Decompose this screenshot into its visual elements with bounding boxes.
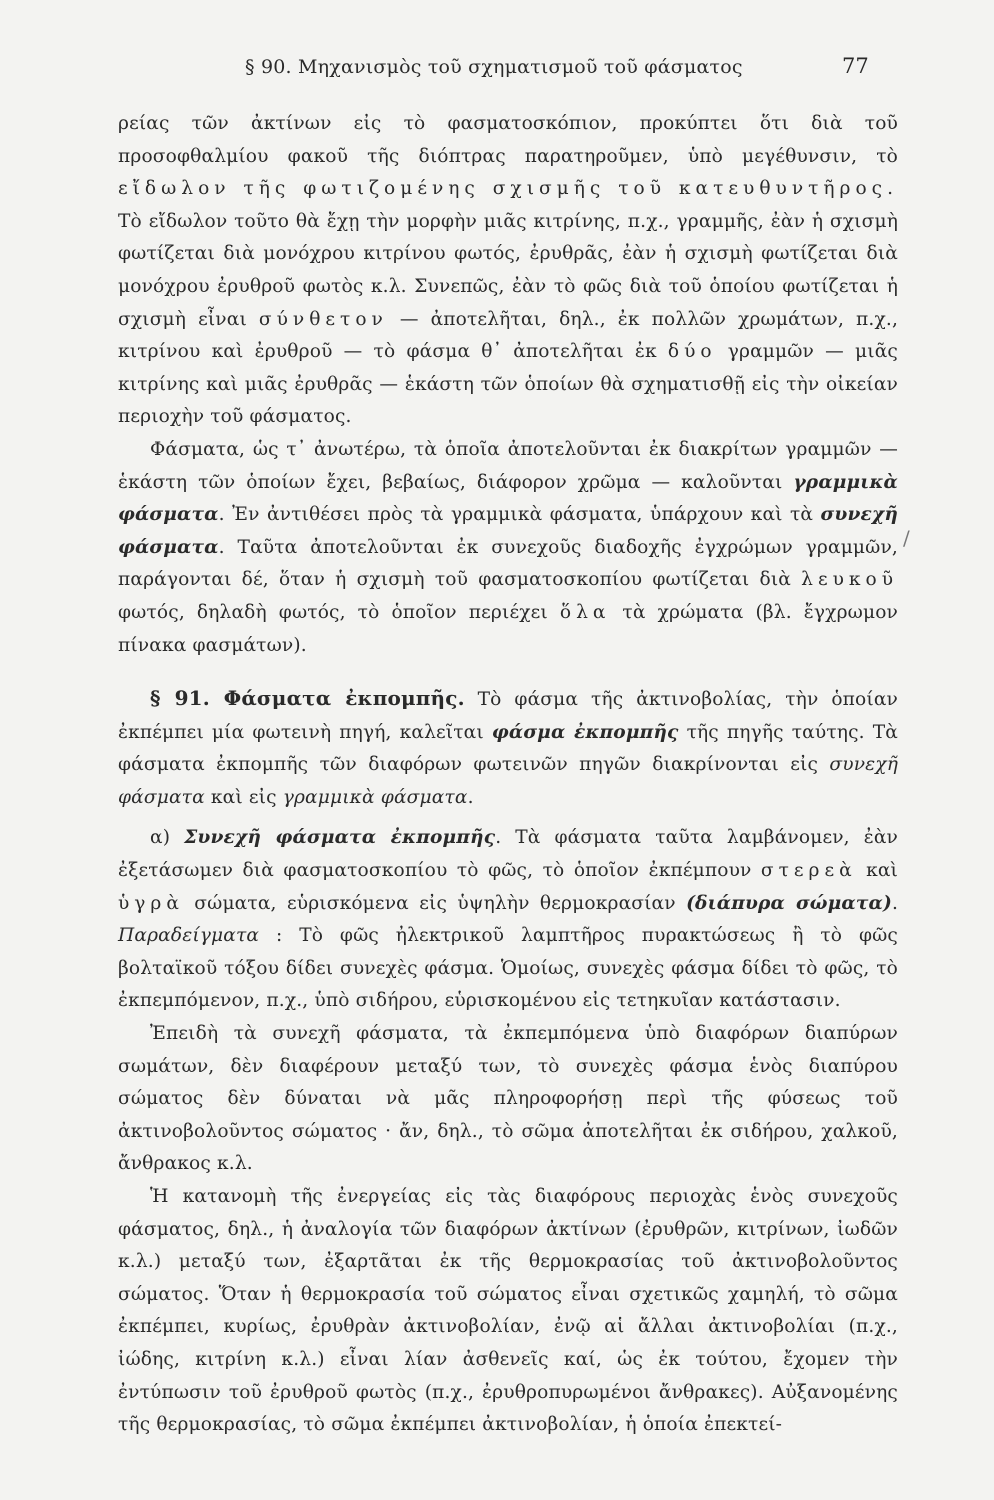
text-run: γραμμῶν — μιᾶς κιτρίνης καὶ μιᾶς ἐρυθρᾶς — ἑκάστη τῶν ὁποίων θὰ σχηματισθῇ εἰς τὴν οἰκείαν περιοχὴν τοῦ φάσματος.	[118, 341, 898, 428]
page-number: 77	[842, 54, 869, 78]
term-synechi-fasmata: συνεχῆ φάσματα	[118, 504, 898, 558]
paragraph-grammika	[118, 434, 898, 662]
text-run: σώματα, εὑρισκόμενα εἰς ὑψηλὴν θερμοκρασίαν	[183, 892, 687, 914]
paragraph-katanomi: Ἡ κατανομὴ τῆς ἐνεργείας εἰς τὰς διαφόρους περιοχὰς ἑνὸς συνεχοῦς φάσματος, δηλ., ἡ ἀναλογία τῶν διαφόρων ἀκτίνων (ἐρυθρῶν, κιτρίνων, ἰωδῶν κ.λ.) μεταξύ των, ἐξαρτᾶται ἐκ τῆς θερμοκρασίας τοῦ ἀκτινοβολοῦντος σώματος. Ὅταν ἡ θερμοκρασία τοῦ σώματος εἶναι σχετικῶς χαμηλή, τὸ σῶμα ἐκπέμπει, κυρίως, ἐρυθρὰν ἀκτινοβολίαν, ἐνῷ αἱ ἄλλαι ἀκτινοβολίαι (π.χ., ἰώδης, κιτρίνη κ.λ.) εἶναι λίαν ἀσθενεῖς καί, ὡς ἐκ τούτου, ἔχομεν τὴν ἐντύπωσιν τοῦ ἐρυθροῦ φωτὸς (π.χ., ἐρυθροπυρωμένοι ἄνθρακες). Αὐξανομένης τῆς θερμοκρασίας, τὸ σῶμα ἐκπέμπει ἀκτινοβολίαν, ἡ ὁποία ἐπεκτεί-	[118, 1186, 898, 1436]
spaced-text: σύνθετον	[258, 308, 388, 330]
text-run: . Τὰ φάσματα ταῦτα λαμβάνομεν, ἐὰν ἐξετάσωμεν διὰ φασματοσκοπίου τὸ φῶς, τὸ ὁποῖον ἐκπέμπουν	[118, 827, 899, 882]
section-heading: § 91. Φάσματα ἐκπομπῆς.	[150, 686, 465, 711]
text-run: καὶ	[856, 860, 898, 882]
italic-text: συνεχῆ φάσματα	[118, 754, 898, 808]
paragraph-eidolon	[118, 108, 898, 434]
text-run: ρείας τῶν ἀκτίνων εἰς τὸ φασματοσκόπιον, προκύπτει ὅτι διὰ τοῦ προσοφθαλμίου φακοῦ τῆς διόπτρας παρατηροῦμεν, ὑπὸ μεγέθυνσιν, τὸ	[118, 113, 898, 167]
spaced-text: ὑγρὰ	[118, 892, 184, 914]
paragraph-epeidi: Ἐπειδὴ τὰ συνεχῆ φάσματα, τὰ ἐκπεμπόμενα ὑπὸ διαφόρων διαπύρων σωμάτων, δὲν διαφέρουν μεταξύ των, τὸ συνεχὲς φάσμα ἑνὸς διαπύρου σώματος δὲν δύναται νὰ μᾶς πληροφορήσῃ περὶ τῆς φύσεως τοῦ ἀκτινοβολοῦντος σώματος · ἄν, δηλ., τὸ σῶμα ἀποτελῆται ἐκ σιδήρου, χαλκοῦ, ἄνθρακος κ.λ.	[118, 1023, 898, 1175]
text-run: τῆς πηγῆς ταύτης. Τὰ φάσματα ἐκπομπῆς τῶν διαφόρων φωτεινῶν πηγῶν διακρίνονται εἰς	[118, 721, 898, 776]
spaced-text: εἴδωλον τῆς φωτιζομένης σχισμῆς τοῦ κατευθυντῆρος.	[118, 178, 898, 200]
text-run: .	[891, 892, 899, 914]
text-run: . Ταῦτα ἀποτελοῦνται ἐκ συνεχοῦς διαδοχῆς ἐγχρώμων γραμμῶν, παράγονται δέ, ὅταν ἡ σχισμὴ τοῦ φασματοσκοπίου φωτίζεται διὰ	[118, 536, 898, 591]
italic-text: Παραδείγματα	[118, 925, 260, 947]
text-run: : Τὸ φῶς ἠλεκτρικοῦ λαμπτῆρος πυρακτώσεως ἢ τὸ φῶς βολταϊκοῦ τόξου δίδει συνεχὲς φάσμα. Ὁμοίως, συνεχὲς φάσμα δίδει τὸ φῶς, τὸ ἐκπεμπόμενον, π.χ., ὑπὸ σιδήρου, εὑρισκομένου εἰς τετηκυῖαν κατάστασιν.	[118, 925, 898, 1012]
spaced-text: στερεὰ	[760, 860, 857, 882]
page-body	[118, 108, 898, 1442]
term-grammika-fasmata: γραμμικὰ φάσματα	[118, 471, 898, 526]
text-run: Φάσματα, ὡς τ᾿ ἀνωτέρω, τὰ ὁποῖα ἀποτελοῦνται ἐκ διακρίτων γραμμῶν — ἑκάστη τῶν ὁποίων ἔχει, βεβαίως, διάφορον χρῶμα — καλοῦνται	[118, 438, 898, 493]
spaced-text: ὅλα	[559, 601, 611, 623]
subsection-a	[118, 822, 898, 1018]
page-header	[0, 52, 994, 92]
subsection-heading: Συνεχῆ φάσματα ἐκπομπῆς	[184, 827, 496, 849]
margin-pencil-mark: /	[903, 526, 910, 550]
running-title: § 90. Μηχανισμὸς τοῦ σχηματισμοῦ τοῦ φάσματος	[245, 56, 743, 78]
text-run: Τὸ φάσμα τῆς ἀκτινοβολίας, τὴν ὁποίαν ἐκπέμπει μία φωτεινὴ πηγή, καλεῖται	[118, 689, 898, 743]
term-fasma-ekpompis: φάσμα ἐκπομπῆς	[491, 721, 679, 743]
text-run: καὶ εἰς	[204, 786, 283, 808]
italic-text: γραμμικὰ φάσματα	[282, 786, 468, 808]
text-run: .	[467, 786, 474, 808]
text-run: τὰ χρώματα (βλ. ἔγχρωμον πίνακα φασμάτων).	[118, 601, 898, 656]
subsection-label: α)	[150, 827, 185, 849]
term-diapyra-somata: (διάπυρα σώματα)	[686, 892, 892, 914]
text-run: φωτός, δηλαδὴ φωτός, τὸ ὁποῖον περιέχει	[118, 601, 560, 623]
spaced-text: δύο	[667, 341, 717, 363]
text-run: Τὸ εἴδωλον τοῦτο θὰ ἔχῃ τὴν μορφὴν μιᾶς κιτρίνης, π.χ., γραμμῆς, ἐὰν ἡ σχισμὴ φωτίζεται διὰ μονόχρου κιτρίνου φωτός, ἐρυθρᾶς, ἐὰν ἡ σχισμὴ φωτίζεται διὰ μονόχρου ἐρυθροῦ φωτὸς κ.λ. Συνεπῶς, ἐὰν τὸ φῶς διὰ τοῦ ὁποίου φωτίζεται ἡ σχισμὴ εἶναι	[118, 210, 898, 330]
text-run: — ἀποτελῆται, δηλ., ἐκ πολλῶν χρωμάτων, π.χ., κιτρίνου καὶ ἐρυθροῦ — τὸ φάσμα θ᾿ ἀποτελῆται ἐκ	[118, 308, 899, 363]
section-91	[118, 682, 898, 814]
spaced-text: λευκοῦ	[801, 569, 898, 591]
text-run: . Ἐν ἀντιθέσει πρὸς τὰ γραμμικὰ φάσματα, ὑπάρχουν καὶ τὰ	[218, 504, 821, 526]
